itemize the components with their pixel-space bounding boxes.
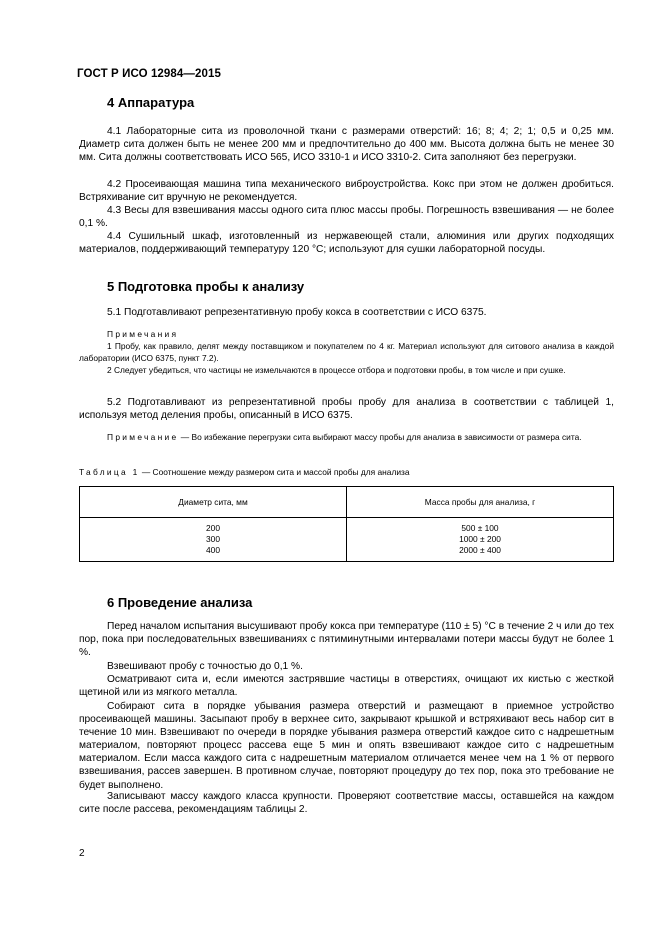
paragraph-6-2: Взвешивают пробу с точностью до 0,1 %. [107,661,303,672]
table-1-caption [79,466,614,478]
paragraph-5-1: 5.1 Подготавливают репрезентативную пробу кокса в соответствии с ИСО 6375. [107,307,487,318]
document-header: ГОСТ Р ИСО 12984—2015 [77,68,222,80]
paragraph-4-3: 4.3 Весы для взвешивания массы одного сита плюс массы пробы. Погрешность взвешивания — не более 0,1 %. [79,205,614,230]
section-5-title: 5 Подготовка пробы к анализу [107,279,305,294]
paragraph-6-4: Собирают сита в порядке убывания размера отверстий и размещают в приемное устройство просеивающей машины. Засыпают пробу в верхнее сито, закрывают крышкой и встряхивают весь набор сит в течение 10 мин. Взвешивают по очереди в порядке убывания размера отверстий каждое сито с надрешетным материалом, повторяют процесс рассева еще 5 мин и опять взвешивают каждое сито с надрешетным материалом. Если масса каждого сита с надрешетным материалом отличается менее чем на 1 % от первого взвешивания, рассев завершен. В противном случае, повторяют процедуру до тех пор, пока это требование не будет выполнено. [79,701,614,791]
table-cell-diameters [80,518,347,562]
paragraph-4-1: 4.1 Лабораторные сита из проволочной ткани с размерами отверстий: 16; 8; 4; 2; 1; 0,5 и 0,25 мм. Диаметр сита должен быть не менее 200 мм и предпочтительно до 400 мм. Высота должна быть не менее 30 мм. Сита должны соответствовать ИСО 565, ИСО 3310-1 и ИСО 3310-2. Сита заполняют без перегрузки. [79,126,614,164]
paragraph-5-2: 5.2 Подготавливают из репрезентативной пробы пробу для анализа в соответствии с таблицей 1, используя метод деления пробы, описанный в ИСО 6375. [79,397,614,422]
table-1 [79,486,614,562]
section-6-title: 6 Проведение анализа [107,595,253,610]
table-cell-diameter: 200 [206,523,220,533]
table-1-caption-label: Таблица 1 [79,467,140,477]
paragraph-4-2: 4.2 Просеивающая машина типа механического виброустройства. Кокс при этом не должен дробиться. Встряхивание сит вручную не рекомендуется. [79,179,614,204]
paragraph-6-5: Записывают массу каждого класса крупности. Проверяют соответствие массы, оставшейся на каждом сите после рассева, рекомендациям таблицы 2. [79,791,614,816]
paragraph-6-1: Перед началом испытания высушивают пробу кокса при температуре (110 ± 5) °С в течение 2 ч или до тех пор, пока при последовательных взвешиваниях с пятиминутными интервалами потери массы будут не более 1 %. [79,621,614,659]
table-header-diameter: Диаметр сита, мм [80,487,347,518]
note-2: 2 Следует убедиться, что частицы не измельчаются в процессе отбора и подготовки пробы, в том числе и при сушке. [107,365,566,375]
paragraph-4-4: 4.4 Сушильный шкаф, изготовленный из нержавеющей стали, алюминия или других подходящих материалов, поддерживающий температуру 120 °С; используют для сушки лабораторной посуды. [79,231,614,256]
note-3-label: Примечание [107,432,179,442]
table-cell-diameter: 300 [206,534,220,544]
page-number: 2 [79,848,85,859]
table-header-mass: Масса пробы для анализа, г [347,487,614,518]
table-cell-mass: 2000 ± 400 [459,545,501,555]
table-1-caption-text: — Соотношение между размером сита и массой пробы для анализа [139,467,410,477]
table-header-row [80,487,614,518]
table-cell-diameter: 400 [206,545,220,555]
table-cell-mass: 500 ± 100 [461,523,499,533]
table-cell-masses [347,518,614,562]
note-1: 1 Пробу, как правило, делят между поставщиком и покупателем по 4 кг. Материал используют для ситового анализа в каждой лаборатории (ИСО 6375, пункт 7.2). [79,341,614,364]
paragraph-6-3: Осматривают сита и, если имеются застрявшие частицы в отверстиях, очищают их кистью с жесткой щетиной или из мягкого металла. [79,674,614,699]
section-4-title: 4 Аппаратура [107,95,195,110]
table-cell-mass: 1000 ± 200 [459,534,501,544]
note-3 [79,431,614,443]
table-row [80,518,614,562]
note-3-text: — Во избежание перегрузки сита выбирают массу пробы для анализа в зависимости от размера сита. [178,432,582,442]
notes-title: Примечания [107,329,179,339]
